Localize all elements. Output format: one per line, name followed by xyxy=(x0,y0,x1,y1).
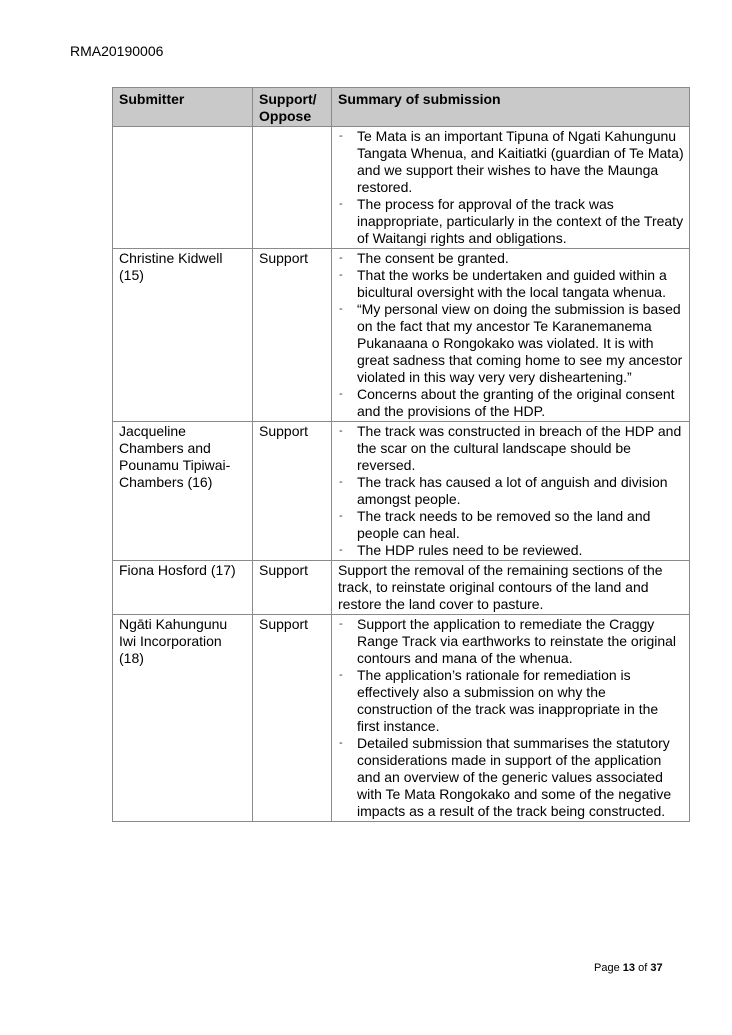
summary-point: - The track has caused a lot of anguish and division amongst people. xyxy=(338,474,684,508)
current-page: 13 xyxy=(622,962,636,974)
summary-point: - The track was constructed in breach of the HDP and the scar on the cultural landscape should be reversed. xyxy=(338,423,684,474)
summary-point: - Te Mata is an important Tipuna of Ngati Kahungunu Tangata Whenua, and Kaitiatki (guardian of Te Mata) and we support their wishes to have the Maunga restored. xyxy=(338,128,684,196)
submitter-cell: Jacqueline Chambers and Pounamu Tipiwai-Chambers (16) xyxy=(113,422,253,561)
summary-point: - That the works be undertaken and guided within a bicultural oversight with the local tangata whenua. xyxy=(338,267,684,301)
summary-point: - The application’s rationale for remediation is effectively also a submission on why the construction of the track was inappropriate in the first instance. xyxy=(338,667,684,735)
submitter-cell: Ngāti Kahungunu Iwi Incorporation (18) xyxy=(113,615,253,822)
table-row xyxy=(113,615,690,822)
summary-cell xyxy=(332,615,690,822)
page-label: Page xyxy=(594,962,620,974)
document-reference: RMA20190006 xyxy=(70,43,164,59)
table-header-row xyxy=(113,88,690,127)
summary-point: - Support the application to remediate the Craggy Range Track via earthworks to reinstate the original contours and mana of the whenua. xyxy=(338,616,684,667)
summary-points xyxy=(338,616,684,820)
summary-cell: Support the removal of the remaining sections of the track, to reinstate original contours of the land and restore the land cover to pasture. xyxy=(332,561,690,615)
position-cell xyxy=(253,127,332,249)
summary-point: - Detailed submission that summarises the statutory considerations made in support of the application and an overview of the generic values associated with Te Mata Rongokako and some of the negative impacts as a result of the track being constructed. xyxy=(338,735,684,820)
summary-point: - The consent be granted. xyxy=(338,250,684,267)
of-label: of xyxy=(638,962,648,974)
summary-point: - The track needs to be removed so the land and people can heal. xyxy=(338,508,684,542)
summary-cell xyxy=(332,249,690,422)
summary-points xyxy=(338,423,684,559)
position-cell: Support xyxy=(253,561,332,615)
summary-points xyxy=(338,250,684,420)
column-header-summary: Summary of submission xyxy=(332,88,690,127)
table-row xyxy=(113,422,690,561)
column-header-support-oppose: Support/ Oppose xyxy=(253,88,332,127)
summary-point: - The HDP rules need to be reviewed. xyxy=(338,542,684,559)
summary-points xyxy=(338,128,684,247)
submitter-cell: Christine Kidwell (15) xyxy=(113,249,253,422)
total-pages: 37 xyxy=(650,962,663,974)
summary-point: - Concerns about the granting of the original consent and the provisions of the HDP. xyxy=(338,386,684,420)
position-cell: Support xyxy=(253,615,332,822)
submissions-table xyxy=(112,87,690,822)
table-row xyxy=(113,561,690,615)
table-row xyxy=(113,249,690,422)
table-row xyxy=(113,127,690,249)
page-number xyxy=(594,962,663,974)
column-header-submitter: Submitter xyxy=(113,88,253,127)
summary-cell xyxy=(332,422,690,561)
position-cell: Support xyxy=(253,249,332,422)
summary-cell xyxy=(332,127,690,249)
position-cell: Support xyxy=(253,422,332,561)
summary-point: - The process for approval of the track was inappropriate, particularly in the context of the Treaty of Waitangi rights and obligations. xyxy=(338,196,684,247)
summary-point: - “My personal view on doing the submission is based on the fact that my ancestor Te Karanemanema Pukanaana o Rongokako was violated. It is with great sadness that coming home to see my ancestor violated in this way very very disheartening.” xyxy=(338,301,684,386)
submitter-cell: Fiona Hosford (17) xyxy=(113,561,253,615)
submitter-cell xyxy=(113,127,253,249)
